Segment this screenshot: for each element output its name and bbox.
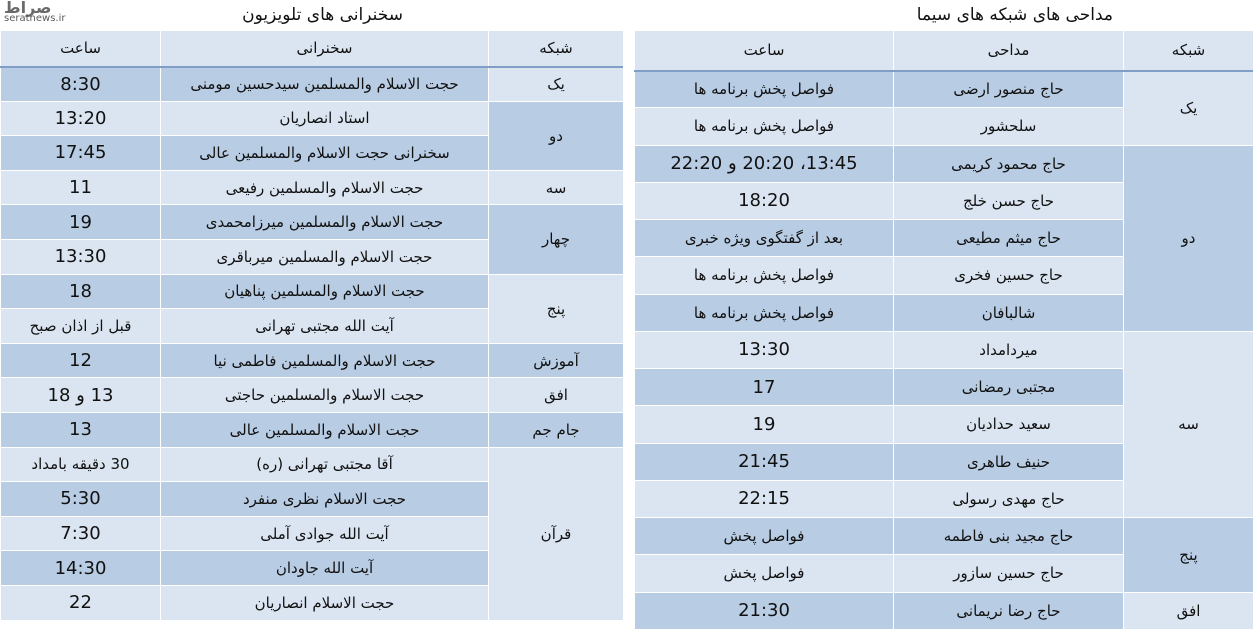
speech-cell: حجت الاسلام والمسلمین عالی: [161, 412, 489, 447]
time-cell: 12: [1, 343, 161, 378]
network-cell: یک: [1124, 71, 1253, 146]
eulogy-cell: شالبافان: [894, 294, 1124, 331]
speech-cell: حجت الاسلام والمسلمین حاجتی: [161, 378, 489, 413]
speech-cell: حجت الاسلام والمسلمین پناهیان: [161, 274, 489, 309]
eulogy-cell: حاج حسین فخری: [894, 257, 1124, 294]
time-cell: 13 و 18: [1, 378, 161, 413]
eulogy-cell: حاج میثم مطیعی: [894, 220, 1124, 257]
header-eulogy: مداحی: [894, 31, 1124, 71]
time-cell: 21:45: [635, 443, 894, 480]
time-cell: بعد از گفتگوی ویژه خبری: [635, 220, 894, 257]
header-network: شبکه: [1124, 31, 1253, 71]
eulogy-cell: حاج مهدی رسولی: [894, 480, 1124, 517]
eulogy-cell: حنیف طاهری: [894, 443, 1124, 480]
speech-cell: آیت الله جاودان: [161, 551, 489, 586]
time-cell: فواصل پخش برنامه ها: [635, 294, 894, 331]
eulogy-cell: حاج حسین سازور: [894, 555, 1124, 592]
watermark-mark: صراط: [4, 0, 52, 17]
time-cell: 17: [635, 369, 894, 406]
network-cell: سه: [1124, 331, 1253, 517]
time-cell: فواصل پخش: [635, 518, 894, 555]
network-cell: یک: [489, 67, 624, 102]
speech-cell: آیت الله جوادی آملی: [161, 516, 489, 551]
time-cell: 7:30: [1, 516, 161, 551]
table-header-row: [635, 31, 1253, 71]
eulogy-cell: حاج منصور ارضی: [894, 71, 1124, 108]
table-row: [635, 71, 1253, 108]
time-cell: 11: [1, 170, 161, 205]
network-cell: پنج: [489, 274, 624, 343]
time-cell: 13:30: [1, 239, 161, 274]
speech-cell: حجت الاسلام والمسلمین سیدحسین مومنی: [161, 67, 489, 102]
time-cell: 8:30: [1, 67, 161, 102]
time-cell: 19: [1, 205, 161, 240]
network-cell: چهار: [489, 205, 624, 274]
speech-cell: حجت الاسلام والمسلمین فاطمی نیا: [161, 343, 489, 378]
table-row: [1, 274, 624, 309]
header-network: شبکه: [489, 31, 624, 67]
watermark-site: seratnews.ir: [4, 13, 66, 24]
header-speech: سخنرانی: [161, 31, 489, 67]
time-cell: فواصل پخش برنامه ها: [635, 71, 894, 108]
network-cell: افق: [1124, 592, 1253, 629]
time-cell: 14:30: [1, 551, 161, 586]
table-row: [635, 518, 1253, 555]
time-cell: 19: [635, 406, 894, 443]
table-row: [635, 592, 1253, 629]
eulogy-cell: حاج رضا نریمانی: [894, 592, 1124, 629]
network-cell: سه: [489, 170, 624, 205]
table-row: [1, 67, 624, 102]
time-cell: 21:30: [635, 592, 894, 629]
network-cell: جام جم: [489, 412, 624, 447]
table-row: [1, 170, 624, 205]
tv-speeches-table: [0, 30, 624, 621]
table-row: [635, 331, 1253, 368]
table-row: [1, 343, 624, 378]
time-cell: 22:15: [635, 480, 894, 517]
time-cell: فواصل پخش برنامه ها: [635, 108, 894, 145]
time-cell: 22: [1, 585, 161, 620]
time-cell: قبل از اذان صبح: [1, 309, 161, 344]
tv-eulogies-table: [634, 30, 1253, 630]
table-row: [1, 412, 624, 447]
eulogy-cell: حاج حسن خلج: [894, 182, 1124, 219]
time-cell: 13:20: [1, 101, 161, 136]
panel-divider: [623, 0, 634, 633]
speech-cell: آیت الله مجتبی تهرانی: [161, 309, 489, 344]
speech-cell: سخنرانی حجت الاسلام والمسلمین عالی: [161, 136, 489, 171]
table-row: [1, 101, 624, 136]
time-cell: 18: [1, 274, 161, 309]
speech-cell: آقا مجتبی تهرانی (ره): [161, 447, 489, 482]
speech-cell: حجت الاسلام والمسلمین میرباقری: [161, 239, 489, 274]
time-cell: فواصل پخش برنامه ها: [635, 257, 894, 294]
time-cell: 5:30: [1, 482, 161, 517]
speech-cell: استاد انصاریان: [161, 101, 489, 136]
speech-cell: حجت الاسلام نظری منفرد: [161, 482, 489, 517]
table-row: [635, 145, 1253, 182]
network-cell: افق: [489, 378, 624, 413]
speech-cell: حجت الاسلام انصاریان: [161, 585, 489, 620]
tv-eulogies-title: مداحی های شبکه های سیما: [916, 5, 1113, 25]
eulogy-cell: حاج مجید بنی فاطمه: [894, 518, 1124, 555]
speech-cell: حجت الاسلام والمسلمین رفیعی: [161, 170, 489, 205]
time-cell: 18:20: [635, 182, 894, 219]
eulogy-cell: میردامداد: [894, 331, 1124, 368]
network-cell: پنج: [1124, 518, 1253, 593]
header-time: ساعت: [1, 31, 161, 67]
time-cell: 30 دقیقه بامداد: [1, 447, 161, 482]
network-cell: دو: [1124, 145, 1253, 331]
time-cell: 13: [1, 412, 161, 447]
header-time: ساعت: [635, 31, 894, 71]
network-cell: دو: [489, 101, 624, 170]
eulogy-cell: سعید حدادیان: [894, 406, 1124, 443]
time-cell: 13:30: [635, 331, 894, 368]
table-header-row: [1, 31, 624, 67]
time-cell: فواصل پخش: [635, 555, 894, 592]
table-row: [1, 205, 624, 240]
eulogy-cell: مجتبی رمضانی: [894, 369, 1124, 406]
time-cell: 13:45، 20:20 و 22:20: [635, 145, 894, 182]
tv-speeches-title: سخنرانی های تلویزیون: [242, 5, 403, 25]
table-row: [1, 378, 624, 413]
network-cell: قرآن: [489, 447, 624, 620]
time-cell: 17:45: [1, 136, 161, 171]
watermark-logo: [4, 2, 66, 46]
eulogy-cell: سلحشور: [894, 108, 1124, 145]
network-cell: آموزش: [489, 343, 624, 378]
eulogy-cell: حاج محمود کریمی: [894, 145, 1124, 182]
speech-cell: حجت الاسلام والمسلمین میرزامحمدی: [161, 205, 489, 240]
table-row: [1, 447, 624, 482]
